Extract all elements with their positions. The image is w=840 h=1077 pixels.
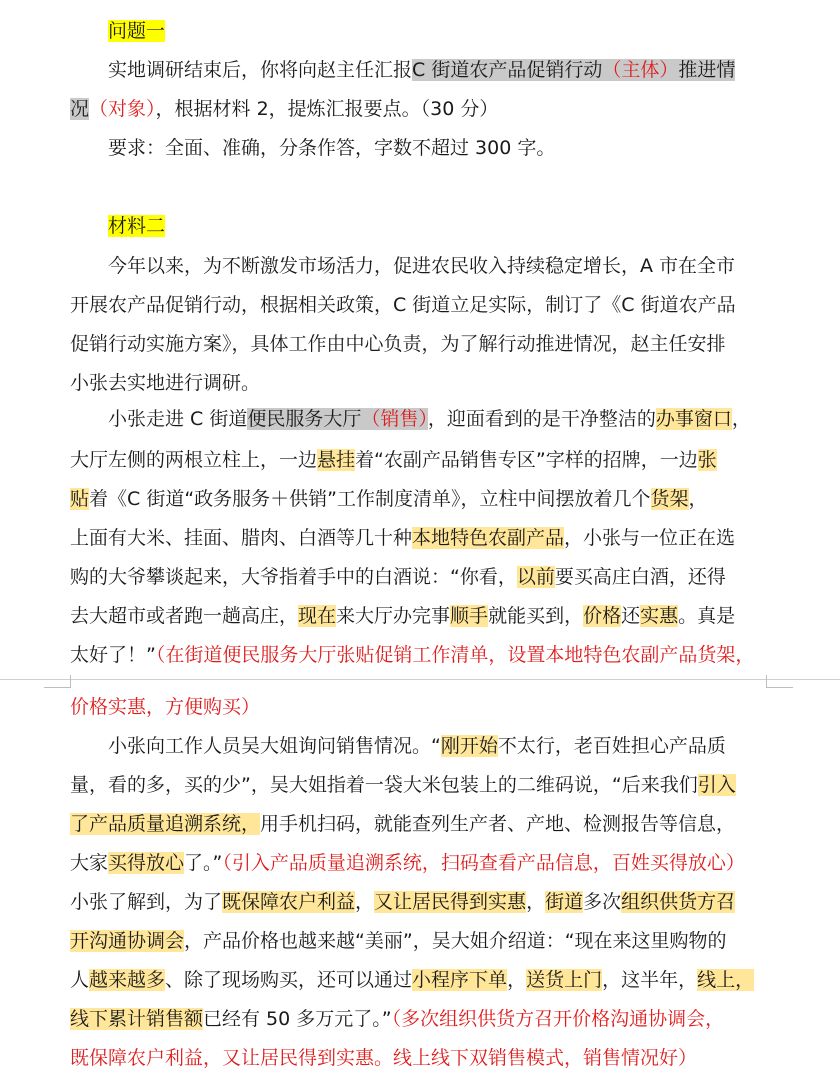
keyword-highlight: 了产品质量追溯系统， [70, 813, 261, 835]
question-heading [108, 18, 808, 44]
question-requirement: 要求：全面、准确，分条作答，字数不超过 300 字。 [108, 137, 556, 159]
text-run: 人 [70, 969, 90, 991]
keyword-highlight: 开沟通协调会 [70, 930, 185, 952]
para2-line [70, 525, 770, 551]
text-run: 太好了！” [70, 644, 156, 666]
keyword-highlight: 送货上门 [526, 969, 603, 991]
red-annotation: （引入产品质量追溯系统，扫码查看产品信息，百姓买得放心） [222, 852, 745, 874]
text-run: 。真是 [678, 605, 736, 627]
keyword-highlight: 街道 [545, 891, 584, 913]
keyword-highlight: 张 [697, 449, 717, 471]
text-run: 不太行，老百姓担心产品质 [497, 735, 726, 757]
text-run: 要买高庄白酒，还得 [554, 566, 726, 588]
keyword-highlight: 引入 [697, 774, 736, 796]
material-heading [108, 213, 808, 239]
keyword-highlight: 线下累计销售额 [70, 1008, 204, 1030]
para1-line: 今年以来，为不断激发市场活力，促进农民收入持续稳定增长，A 市在全市 [108, 255, 736, 277]
text-run: 着《C 街道“政务服务＋供销”工作制度清单》，立柱中间摆放着几个 [89, 488, 651, 510]
text-run: 小张走进 C 街道 [108, 408, 248, 430]
red-annotation: （对象） [89, 98, 156, 120]
text-run: 上面有大米、挂面、腊肉、白酒等几十种 [70, 527, 413, 549]
text-run: 还 [621, 605, 641, 627]
text-run: ，小张与一位正在选 [564, 527, 736, 549]
page-break [0, 679, 840, 680]
text-run: 大厅左侧的两根立柱上，一边 [70, 449, 318, 471]
para3-line [108, 733, 808, 759]
question-line-1 [108, 57, 808, 83]
para1-line: 促销行动实施方案》，具体工作由中心负责，为了解行动推进情况，赵主任安排 [70, 333, 726, 355]
page-corner-mark [766, 675, 793, 688]
gray-highlight: C 街道农产品促销行动 [412, 59, 603, 81]
para2-line [70, 447, 770, 473]
para2-annotation-cont: 价格实惠，方便购买） [70, 696, 261, 718]
para3-annotation-cont: 既保障农户利益，又让居民得到实惠。线上线下双销售模式，销售情况好） [70, 1047, 698, 1069]
gray-highlight: 便民服务大厅 [247, 408, 362, 430]
text-run: ， [731, 408, 751, 430]
text-run: ，迎面看到的是干净整洁的 [427, 408, 656, 430]
para2-line [108, 406, 808, 432]
para2-line [70, 603, 770, 629]
keyword-highlight: 线上， [697, 969, 755, 991]
keyword-highlight: 又让居民得到实惠 [374, 891, 527, 913]
text-run: ， [688, 488, 708, 510]
page-corner-mark [44, 675, 71, 688]
text-run: 已经有 50 多万元了。” [203, 1008, 392, 1030]
keyword-highlight: 悬挂 [317, 449, 356, 471]
para3-line [70, 811, 770, 837]
text-run: 实地调研结束后，你将向赵主任汇报 [108, 59, 413, 81]
text-run: 小张向工作人员吴大姐询问销售情况。“ [108, 735, 441, 757]
keyword-highlight: 买得放心 [108, 852, 185, 874]
keyword-highlight: 顺手 [450, 605, 489, 627]
para1-line: 开展农产品促销行动，根据相关政策，C 街道立足实际，制订了《C 街道农产品 [70, 294, 736, 316]
para2-line [70, 486, 770, 512]
text-run: 就能买到， [488, 605, 584, 627]
para3-line [70, 967, 770, 993]
material-heading-text: 材料二 [108, 215, 166, 237]
keyword-highlight: 以前 [516, 566, 555, 588]
keyword-highlight: 既保障农户利益 [222, 891, 356, 913]
text-run: 购的大爷攀谈起来，大爷指着手中的白酒说：“你看， [70, 566, 517, 588]
para3-line [70, 850, 770, 876]
para3-line [70, 889, 770, 915]
text-run: ， [526, 891, 546, 913]
text-run: 了。” [184, 852, 223, 874]
text-run: 、除了现场购买，还可以通过 [165, 969, 413, 991]
para3-line [70, 772, 770, 798]
keyword-highlight: 货架 [650, 488, 689, 510]
text-run: 大家 [70, 852, 109, 874]
red-annotation: （主体） [602, 59, 679, 81]
gray-highlight: 推进情 [678, 59, 736, 81]
red-annotation: （销售） [361, 408, 428, 430]
text-run: 量，看的多，买的少”，吴大姐指着一袋大米包装上的二维码说，“后来我们 [70, 774, 698, 796]
text-run: ，产品价格也越来越“美丽”，吴大姐介绍道：“现在来这里购物的 [184, 930, 727, 952]
keyword-highlight: 刚开始 [440, 735, 498, 757]
keyword-highlight: 越来越多 [89, 969, 166, 991]
text-run: 多次 [583, 891, 622, 913]
red-annotation: （在街道便民服务大厅张贴促销工作清单，设置本地特色农副产品货架， [155, 644, 755, 666]
keyword-highlight: 价格 [583, 605, 622, 627]
text-run: 来大厅办完事 [336, 605, 451, 627]
text-run: ， [355, 891, 375, 913]
text-run: 小张了解到，为了 [70, 891, 223, 913]
text-run: ，这半年， [602, 969, 698, 991]
text-run: ， [507, 969, 527, 991]
text-run: 用手机扫码，就能查列生产者、产地、检测报告等信息， [260, 813, 736, 835]
text-run: 去大超市或者跑一趟高庄， [70, 605, 299, 627]
para2-line [70, 564, 770, 590]
gray-highlight: 况 [70, 98, 90, 120]
red-annotation: （多次组织供货方召开价格沟通协调会， [391, 1008, 725, 1030]
keyword-highlight: 贴 [70, 488, 90, 510]
para3-line [70, 1006, 770, 1032]
para3-line [70, 928, 770, 954]
para1-line: 小张去实地进行调研。 [70, 372, 261, 394]
keyword-highlight: 小程序下单 [412, 969, 508, 991]
question-line-2 [70, 96, 770, 122]
keyword-highlight: 办事窗口 [655, 408, 732, 430]
keyword-highlight: 组织供货方召 [621, 891, 736, 913]
keyword-highlight: 本地特色农副产品 [412, 527, 565, 549]
keyword-highlight: 现在 [298, 605, 337, 627]
para2-line [70, 642, 770, 668]
question-heading-text: 问题一 [108, 20, 166, 42]
text-run: ，根据材料 2，提炼汇报要点。（30 分） [155, 98, 499, 120]
text-run: 着“农副产品销售专区”字样的招牌，一边 [355, 449, 698, 471]
keyword-highlight: 实惠 [640, 605, 679, 627]
